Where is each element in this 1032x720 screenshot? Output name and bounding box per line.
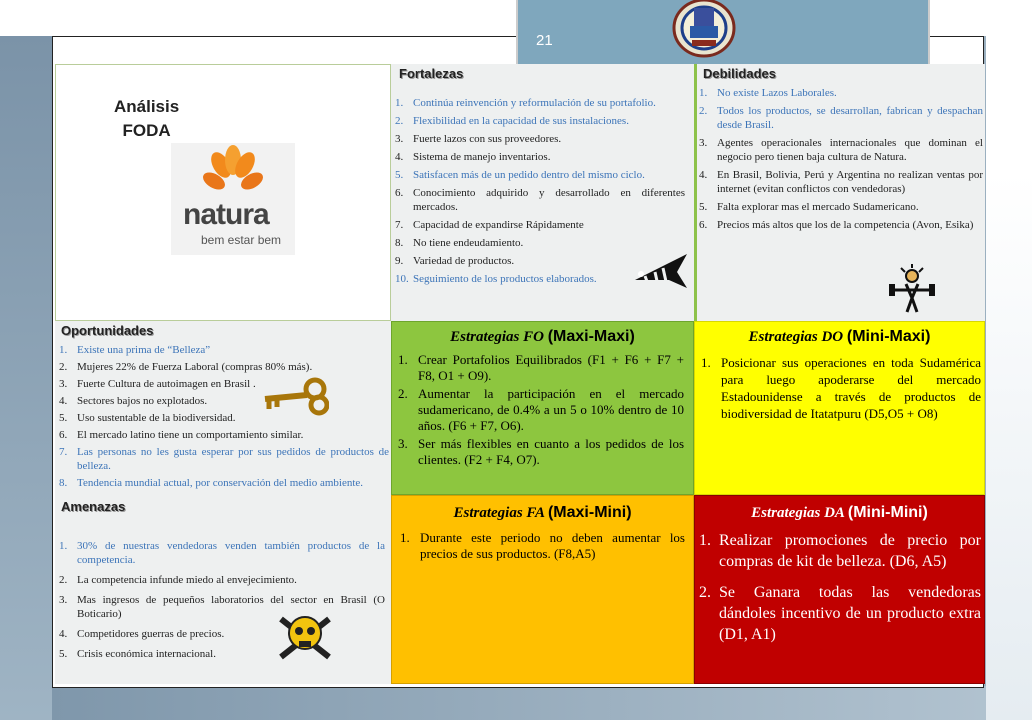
list-item-text: Falta explorar mas el mercado Sudamericano.: [717, 201, 919, 213]
da-strategies-cell: [694, 495, 985, 684]
list-item-number: 8.: [59, 477, 68, 489]
list-item: [398, 436, 684, 468]
page-number: 21: [536, 32, 553, 49]
fo-strategies-cell: [391, 321, 694, 495]
list-item-number: 2.: [699, 584, 711, 601]
list-item-text: Sectores bajos no explotados.: [77, 395, 208, 407]
list-item-text: En Brasil, Bolivia, Perú y Argentina no realizan ventas por internet (evitan conflictos con vendedoras): [717, 169, 983, 195]
list-item-number: 6.: [59, 429, 68, 441]
list-item-number: 1.: [398, 352, 408, 367]
list-item: [59, 476, 389, 490]
list-item-number: 1.: [400, 530, 410, 545]
list-item: [398, 386, 684, 434]
left-decor-band: [0, 36, 52, 720]
list-item-number: 5.: [395, 169, 404, 181]
list-item: [59, 343, 389, 357]
list-item-text: Precios más altos que los de la competencia (Avon, Esika): [717, 219, 974, 231]
list-item: [395, 132, 685, 146]
list-item-text: Uso sustentable de la biodiversidad.: [77, 412, 236, 424]
bottom-decor-band: [52, 686, 1032, 720]
skull-crossbones-icon: [275, 607, 335, 667]
list-item-text: No tiene endeudamiento.: [413, 237, 524, 249]
fa-title-sans: (Maxi-Mini): [547, 504, 632, 521]
list-item-number: 1.: [699, 87, 708, 99]
list-item-number: 1.: [59, 344, 68, 356]
natura-logo: [171, 143, 295, 255]
list-item-number: 3.: [699, 137, 708, 149]
list-item-number: 1.: [59, 540, 68, 552]
list-item-number: 2.: [398, 386, 408, 401]
list-item-text: 30% de nuestras vendedoras venden también productos de la competencia.: [77, 540, 385, 566]
list-item-text: Agentes operacionales internacionales que dominan el negocio pero tienen baja cultura de Natura.: [717, 137, 983, 163]
list-item-text: Capacidad de expandirse Rápidamente: [413, 219, 584, 231]
fo-title-italic: Estrategias FO: [450, 329, 544, 345]
list-item-number: 8.: [395, 237, 404, 249]
list-item-text: Todos los productos, se desarrollan, fabrican y despachan desde Brasil.: [717, 105, 983, 131]
list-item-number: 3.: [395, 133, 404, 145]
list-item: [699, 582, 981, 645]
do-title-italic: Estrategias DO: [748, 329, 844, 345]
list-item: [395, 186, 685, 214]
list-item: [395, 218, 685, 232]
list-item-text: El mercado latino tiene un comportamiento similar.: [77, 429, 304, 441]
list-item-text: Crisis económica internacional.: [77, 648, 216, 660]
list-item: [395, 114, 685, 128]
list-item-number: 3.: [59, 378, 68, 390]
list-item-text: Realizar promociones de precio por compras de kit de belleza. (D6, A5): [719, 532, 981, 570]
debilidades-cell: [694, 64, 985, 321]
fo-title: [392, 328, 693, 346]
foda-title-cell: [55, 64, 391, 321]
list-item-number: 2.: [699, 105, 708, 117]
list-item: [699, 200, 983, 214]
list-item: [59, 647, 385, 661]
fo-title-sans: (Maxi-Maxi): [547, 328, 635, 345]
list-item-text: Seguimiento de los productos elaborados.: [413, 273, 597, 285]
list-item-text: Mujeres 22% de Fuerza Laboral (compras 80% más).: [77, 361, 313, 373]
fa-list: [400, 530, 685, 562]
university-seal-icon: [668, 0, 740, 64]
list-item: [59, 411, 389, 425]
list-item-number: 2.: [59, 574, 68, 586]
list-item-number: 4.: [59, 395, 68, 407]
list-item: [59, 377, 389, 391]
list-item: [59, 394, 389, 408]
list-item: [699, 168, 983, 196]
list-item-text: Fuerte Cultura de autoimagen en Brasil .: [77, 378, 256, 390]
list-item: [59, 593, 385, 621]
oportunidades-title: Oportunidades: [61, 323, 154, 338]
list-item-number: 1.: [701, 355, 711, 370]
natura-flower-icon: [171, 143, 295, 203]
list-item-text: Conocimiento adquirido y desarrollado en diferentes mercados.: [413, 187, 685, 213]
list-item: [59, 539, 385, 567]
list-item-text: Fuerte lazos con sus proveedores.: [413, 133, 562, 145]
list-item-text: Variedad de productos.: [413, 255, 515, 267]
fish-skeleton-icon: [631, 250, 691, 306]
fa-strategies-cell: [391, 495, 694, 684]
key-icon: [261, 377, 329, 417]
list-item: [395, 150, 685, 164]
list-item: [395, 96, 685, 110]
list-item-text: Las personas no les gusta esperar por sus pedidos de productos de belleza.: [77, 446, 389, 472]
right-decor-band: [986, 36, 1032, 720]
list-item-number: 5.: [699, 201, 708, 213]
list-item-text: Ser más flexibles en cuanto a los pedidos de los clientes. (F2 + F4, O7).: [418, 436, 684, 467]
list-item: [59, 573, 385, 587]
list-item-number: 4.: [699, 169, 708, 181]
list-item-number: 2.: [395, 115, 404, 127]
list-item-text: Durante este periodo no deben aumentar los precios de sus productos. (F8,A5): [420, 530, 685, 561]
list-item: [398, 352, 684, 384]
list-item: [400, 530, 685, 562]
list-item: [395, 236, 685, 250]
list-item: [701, 354, 981, 422]
foda-matrix: [55, 64, 985, 684]
oportunidades-cell: [55, 321, 391, 495]
amenazas-list: [59, 539, 385, 661]
list-item-number: 10.: [395, 273, 409, 285]
list-item-number: 5.: [59, 412, 68, 424]
list-item-text: Competidores guerras de precios.: [77, 628, 225, 640]
list-item-number: 3.: [59, 594, 68, 606]
list-item-text: Mas ingresos de pequeños laboratorios del sector en Brasil (O Boticario): [77, 594, 385, 620]
fa-title: [392, 504, 693, 522]
do-strategies-cell: [694, 321, 985, 495]
list-item-text: Sistema de manejo inventarios.: [413, 151, 551, 163]
debilidades-title: Debilidades: [703, 66, 776, 81]
list-item-number: 7.: [59, 446, 68, 458]
list-item: [699, 530, 981, 572]
foda-title: [114, 95, 179, 143]
list-item-text: Continúa reinvención y reformulación de su portafolio.: [413, 97, 656, 109]
do-title-sans: (Mini-Maxi): [846, 328, 931, 345]
list-item: [59, 445, 389, 473]
da-list: [699, 530, 981, 645]
fortalezas-cell: [391, 64, 694, 321]
list-item-number: 5.: [59, 648, 68, 660]
oportunidades-list: [59, 343, 389, 495]
list-item-text: No existe Lazos Laborales.: [717, 87, 837, 99]
title-line-2: FODA: [122, 121, 171, 140]
list-item-number: 1.: [395, 97, 404, 109]
da-title-sans: (Mini-Mini): [847, 504, 928, 521]
amenazas-title: Amenazas: [61, 499, 126, 514]
list-item-number: 4.: [59, 628, 68, 640]
list-item-text: Flexibilidad en la capacidad de sus instalaciones.: [413, 115, 629, 127]
fortalezas-title: Fortalezas: [399, 66, 464, 81]
debilidades-list: [699, 86, 983, 232]
list-item-number: 2.: [59, 361, 68, 373]
list-item-text: Se Ganara todas las vendedoras dándoles incentivo de un producto extra (D1, A1): [719, 584, 981, 643]
list-item-text: Satisfacen más de un pedido dentro del mismo ciclo.: [413, 169, 645, 181]
list-item-number: 7.: [395, 219, 404, 231]
fa-title-italic: Estrategias FA: [453, 505, 545, 521]
list-item-number: 9.: [395, 255, 404, 267]
list-item: [395, 168, 685, 182]
logo-wordmark: natura: [183, 198, 269, 231]
list-item: [699, 218, 983, 232]
list-item: [59, 360, 389, 374]
list-item-number: 4.: [395, 151, 404, 163]
title-line-1: Análisis: [114, 97, 180, 116]
list-item: [699, 136, 983, 164]
do-list: [701, 354, 981, 422]
list-item-number: 3.: [398, 436, 408, 451]
list-item-text: Crear Portafolios Equilibrados (F1 + F6 + F7 + F8, O1 + O9).: [418, 352, 684, 383]
list-item-number: 6.: [395, 187, 404, 199]
fo-list: [398, 352, 684, 468]
list-item-text: Existe una prima de “Belleza”: [77, 344, 211, 356]
list-item: [59, 428, 389, 442]
amenazas-cell: [55, 495, 391, 684]
list-item-text: La competencia infunde miedo al envejecimiento.: [77, 574, 297, 586]
list-item: [699, 86, 983, 100]
list-item-number: 1.: [699, 532, 711, 549]
list-item-text: Tendencia mundial actual, por conservación del medio ambiente.: [77, 477, 364, 489]
list-item-text: Aumentar la participación en el mercado sudamericano, de 0.4% a un 5 o 10% dentro de 10 años. (F6 + F7, O6).: [418, 386, 684, 433]
list-item: [699, 104, 983, 132]
list-item-text: Posicionar sus operaciones en toda Sudamérica para luego apoderarse del mercado Estadounidense a través de productos de biodiversidad de Itatatpuru (D5,O5 + O8): [721, 355, 981, 421]
list-item-number: 6.: [699, 219, 708, 231]
logo-tagline: bem estar bem: [201, 233, 282, 247]
do-title: [695, 328, 984, 346]
da-title: [695, 504, 984, 522]
weightlifter-icon: [887, 262, 937, 318]
list-item: [59, 627, 385, 641]
da-title-italic: Estrategias DA: [751, 505, 845, 521]
